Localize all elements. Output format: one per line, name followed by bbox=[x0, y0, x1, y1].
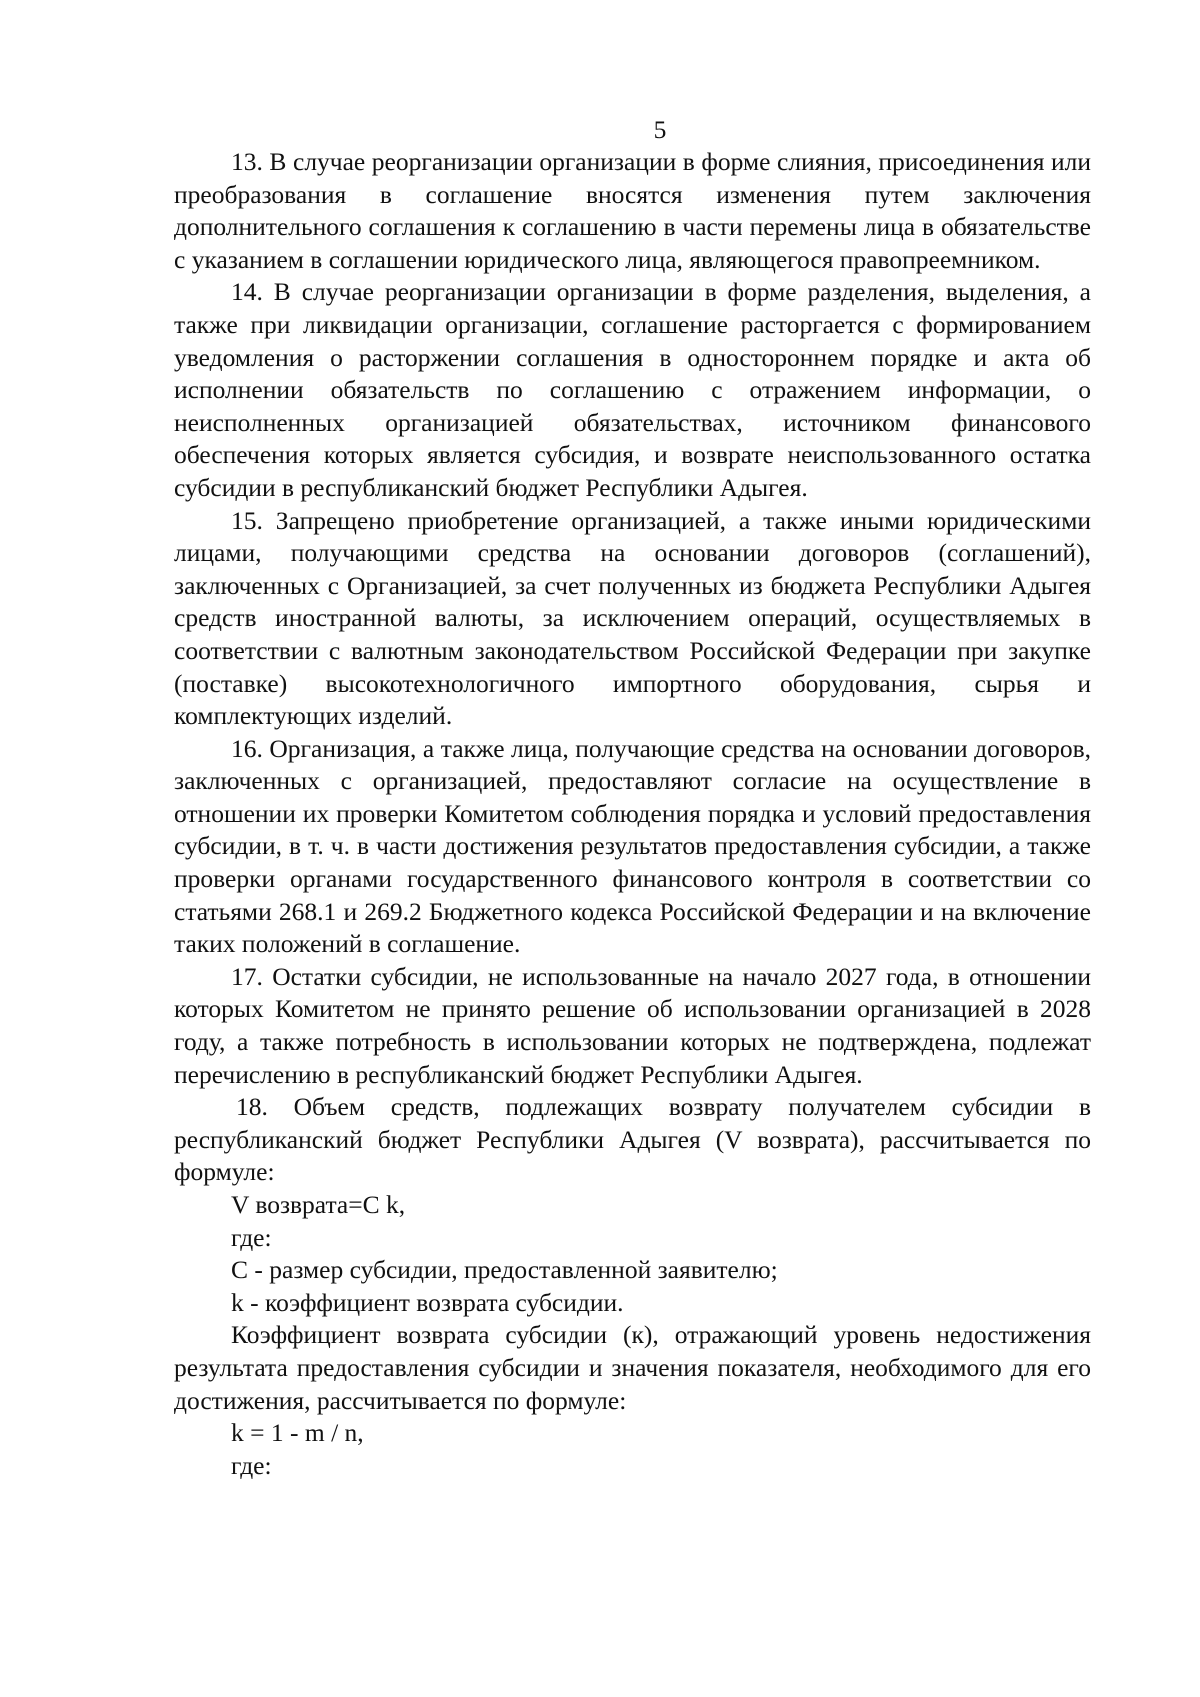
paragraph-14: 14. В случае реорганизации организации в форме разделения, выделения, а также при ликвидации организации, соглашение расторгается с формированием уведомления о расторжении соглашения в одностороннем порядке и акта об исполнении обязательств по соглашению с отражением информации, о неисполненных организацией обязательствах, источником финансового обеспечения которых является субсидия, и возврате неиспользованного остатка субсидии в республиканский бюджет Республики Адыгея. bbox=[174, 277, 1091, 502]
paragraph-coefficient: Коэффициент возврата субсидии (к), отражающий уровень недостижения результата предоставления субсидии и значения показателя, необходимого для его достижения, рассчитывается по формуле: bbox=[174, 1320, 1091, 1415]
where-label-1: где: bbox=[231, 1222, 272, 1252]
paragraph-15: 15. Запрещено приобретение организацией, а также иными юридическими лицами, получающими средства на основании договоров (соглашений), заключенных с Организацией, за счет полученных из бюджета Республики Адыгея средств иностранной валюты, за исключением операций, осуществляемых в соответствии с валютным законодательством Российской Федерации при закупке (поставке) высокотехнологичного импортного оборудования, сырья и комплектующих изделий. bbox=[174, 505, 1091, 731]
paragraph-17: 17. Остатки субсидии, не использованные на начало 2027 года, в отношении которых Комитетом не принято решение об использовании организацией в 2028 году, а также потребность в использовании которых не подтверждена, подлежат перечислению в республиканский бюджет Республики Адыгея. bbox=[174, 961, 1091, 1089]
document-body bbox=[174, 146, 1091, 1482]
where-label-2: где: bbox=[231, 1450, 272, 1480]
definition-c: C - размер субсидии, предоставленной заявителю; bbox=[231, 1255, 778, 1285]
paragraph-16: 16. Организация, а также лица, получающие средства на основании договоров, заключенных с организацией, предоставляют согласие на осуществление в отношении их проверки Комитетом соблюдения порядка и условий предоставления субсидии, в т. ч. в части достижения результатов предоставления субсидии, а также проверки органами государственного финансового контроля в соответствии со статьями 268.1 и 269.2 Бюджетного кодекса Российской Федерации и на включение таких положений в соглашение. bbox=[174, 733, 1091, 959]
paragraph-18: 18. Объем средств, подлежащих возврату получателем субсидии в республиканский бюджет Республики Адыгея (V возврата), рассчитывается по формуле: bbox=[174, 1092, 1091, 1187]
paragraph-13: 13. В случае реорганизации организации в форме слияния, присоединения или преобразования в соглашение вносятся изменения путем заключения дополнительного соглашения к соглашению в части перемены лица в обязательстве с указанием в соглашении юридического лица, являющегося правопреемником. bbox=[174, 147, 1091, 274]
formula-v-return: V возврата=C k, bbox=[231, 1190, 406, 1219]
definition-k: k - коэффициент возврата субсидии. bbox=[231, 1287, 624, 1317]
formula-k: k = 1 - m / n, bbox=[231, 1418, 364, 1448]
page-number: 5 bbox=[653, 115, 667, 144]
